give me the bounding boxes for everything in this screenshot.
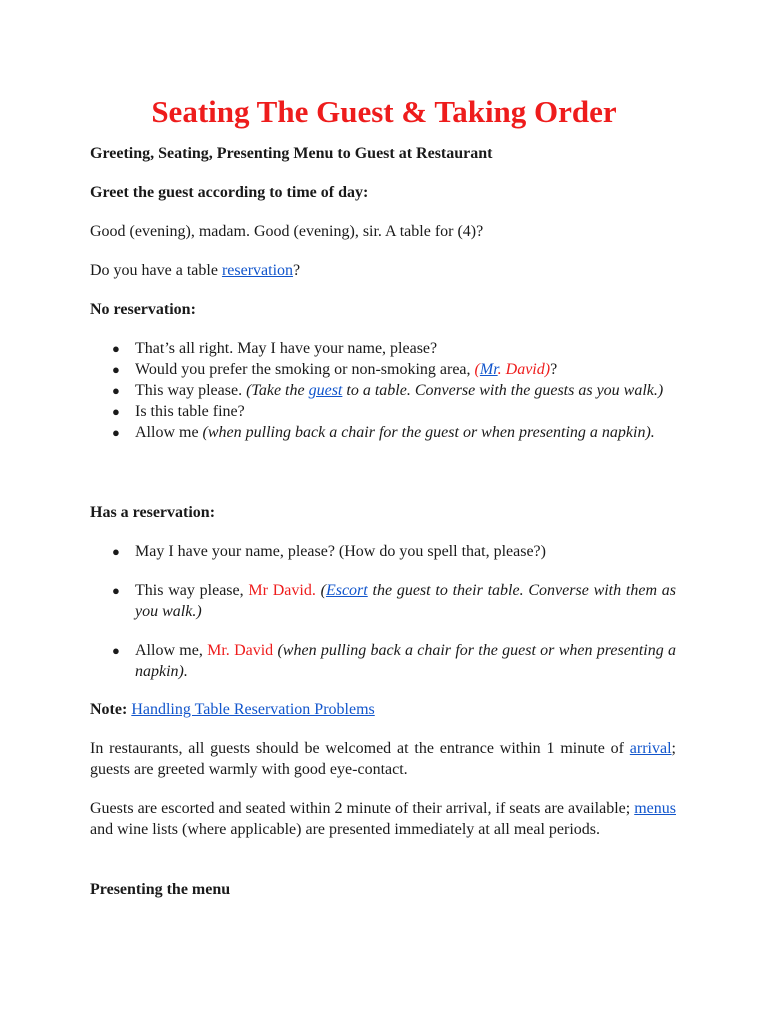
subtitle: Greeting, Seating, Presenting Menu to Guest at Restaurant	[90, 145, 493, 162]
reservation-question: Do you have a table reservation?	[90, 262, 301, 279]
bullet-icon: ●	[112, 362, 120, 377]
bullet-icon: ●	[112, 583, 120, 598]
arrival-link[interactable]: arrival	[629, 740, 672, 757]
list-item: ● This way please. (Take the guest to a table. Converse with the guests as you walk.)	[112, 382, 664, 399]
note-line	[90, 699, 676, 720]
escort-link[interactable]: Escort	[325, 582, 368, 599]
bullet-icon: ●	[112, 544, 120, 559]
has-reservation-list	[90, 541, 676, 700]
menus-link[interactable]: menus	[634, 800, 676, 817]
no-reservation-heading: No reservation:	[90, 301, 196, 318]
presenting-menu-heading: Presenting the menu	[90, 881, 231, 898]
list-item: ● Allow me (when pulling back a chair for the guest or when presenting a napkin).	[112, 424, 655, 441]
reservation-link[interactable]: reservation	[221, 262, 294, 279]
bullet-icon: ●	[112, 643, 120, 658]
mr-link[interactable]: Mr	[479, 361, 498, 378]
bullet-icon: ●	[112, 341, 120, 356]
list-item: ● That’s all right. May I have your name, please?	[112, 340, 438, 357]
paragraph-arrival: In restaurants, all guests should be welcomed at the entrance within 1 minute of arrival; guests are greeted warmly with good eye-contact.	[90, 740, 676, 778]
greet-line: Good (evening), madam. Good (evening), sir. A table for (4)?	[90, 223, 484, 240]
list-item: ● Would you prefer the smoking or non-smoking area, (Mr. David)?	[112, 361, 558, 378]
greet-heading: Greet the guest according to time of day:	[90, 184, 369, 201]
list-item: ● Is this table fine?	[112, 403, 245, 420]
bullet-icon: ●	[112, 383, 120, 398]
bullet-icon: ●	[112, 425, 120, 440]
list-item: ● This way please, Mr David. (Escort the guest to their table. Converse with them as you walk.)	[112, 582, 677, 620]
bullet-icon: ●	[112, 404, 120, 419]
no-reservation-list	[90, 338, 676, 443]
note-label: Note:	[90, 701, 128, 718]
guest-link[interactable]: guest	[308, 382, 343, 399]
handling-reservation-problems-link[interactable]: Handling Table Reservation Problems	[131, 701, 375, 718]
page-title: Seating The Guest & Taking Order	[151, 94, 617, 129]
list-item: ● Allow me, Mr. David (when pulling back a chair for the guest or when presenting a napkin).	[112, 642, 676, 680]
has-reservation-heading: Has a reservation:	[90, 504, 216, 521]
list-item: ● May I have your name, please? (How do you spell that, please?)	[112, 543, 546, 560]
paragraph-escorted: Guests are escorted and seated within 2 minute of their arrival, if seats are available; menus and wine lists (where applicable) are presented immediately at all meal periods.	[90, 800, 676, 838]
